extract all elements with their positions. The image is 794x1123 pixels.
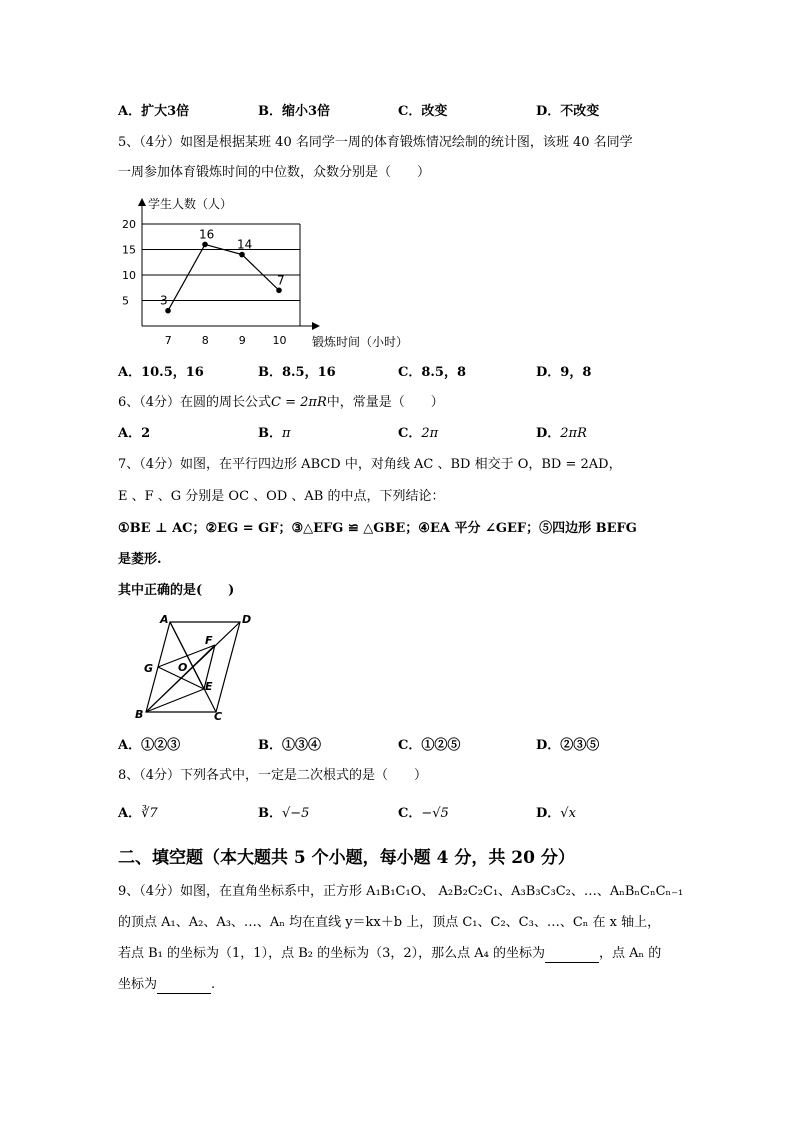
q7-statements-cont: 是菱形. <box>118 552 162 567</box>
q6-option-b <box>258 425 291 443</box>
segment-be <box>146 689 204 712</box>
q6-option-b-value: π <box>282 426 291 441</box>
q8-option-d <box>536 805 576 823</box>
x-tick-label-10: 10 <box>272 334 287 347</box>
q7-option-a: A．①②③ <box>118 738 181 753</box>
q8-option-b-letter: B． <box>258 806 282 821</box>
q7-question: 其中正确的是( ) <box>118 583 235 598</box>
x-tick-label-8: 8 <box>201 334 209 347</box>
q9-answer-blank-an[interactable] <box>157 979 211 994</box>
label-c: C <box>214 710 223 722</box>
segment-ea <box>170 622 204 689</box>
q6-option-c-letter: C． <box>398 426 422 441</box>
q7-parallelogram-figure <box>130 610 260 722</box>
q9-stem-line4 <box>118 976 215 994</box>
data-label-10: 7 <box>277 273 285 288</box>
data-label-9: 14 <box>237 237 253 252</box>
q6-option-c-value: 2π <box>421 426 439 441</box>
q6-option-b-letter: B． <box>258 426 282 441</box>
q6-option-a: A．2 <box>118 426 151 441</box>
q8-option-c-value: −√5 <box>421 806 449 821</box>
q6-formula: C = 2πR <box>271 395 327 410</box>
label-o: O <box>178 661 188 674</box>
q7-option-b: B．①③④ <box>258 738 321 753</box>
label-b: B <box>135 708 144 721</box>
y-axis-arrow <box>138 198 146 206</box>
q8-option-c <box>398 805 449 823</box>
q8-option-b <box>258 805 309 823</box>
q9-answer-blank-a4[interactable] <box>545 948 599 963</box>
q9-line3-text: 若点 B₁ 的坐标为（1，1），点 B₂ 的坐标为（3，2），那么点 A₄ 的坐标为 <box>118 946 546 961</box>
q8-option-a-value: ∛7 <box>141 806 158 821</box>
q9-stem-line2: 的顶点 A₁、A₂、A₃、…、Aₙ 均在直线 y＝kx＋b 上，顶点 C₁、C₂、C₃、…、Cₙ 在 x 轴上， <box>118 915 661 930</box>
y-tick-label-5: 5 <box>122 294 129 308</box>
q8-option-d-value: √x <box>560 806 576 821</box>
x-tick-label-9: 9 <box>238 334 246 347</box>
q9-line3-end: ，点 Aₙ 的 <box>599 946 662 961</box>
q6-option-d-value: 2πR <box>560 426 587 441</box>
q7-statements: ①BE ⊥ AC；②EG = GF；③△EFG ≌ △GBE；④EA 平分 ∠GEF；⑤四边形 BEFG <box>118 521 637 536</box>
q6-option-d <box>536 425 587 443</box>
q6-suffix: 中，常量是（ ） <box>326 395 444 410</box>
q4-option-c: C．改变 <box>398 104 448 119</box>
q9-line4-end: . <box>211 977 216 992</box>
label-f: F <box>205 634 213 647</box>
q9-stem-line1: 9、（4分）如图，在直角坐标系中，正方形 A₁B₁C₁O、 A₂B₂C₂C₁、A₃B₃C₃C₂、…、AₙBₙCₙCₙ₋₁ <box>118 884 684 899</box>
section-title-fill-in: 二、填空题（本大题共 5 个小题，每小题 4 分，共 20 分） <box>118 848 575 868</box>
data-point-7 <box>165 308 171 314</box>
segment-bf <box>146 645 215 712</box>
y-tick-label-10: 10 <box>122 269 136 282</box>
q8-option-d-letter: D． <box>536 806 561 821</box>
q8-option-a <box>118 805 158 823</box>
q5-option-c: C．8.5，8 <box>398 365 467 380</box>
q8-option-a-letter: A． <box>118 806 142 821</box>
q5-option-d: D．9，8 <box>536 365 592 380</box>
q5-stem-line1: 5、（4分）如图是根据某班 40 名同学一周的体育锻炼情况绘制的统计图，该班 40 名同学 <box>118 135 633 150</box>
q6-prefix: 6、（4分）在圆的周长公式 <box>118 395 272 410</box>
q5-option-a: A．10.5，16 <box>118 365 204 380</box>
q8-stem: 8、（4分）下列各式中，一定是二次根式的是（ ） <box>118 768 428 783</box>
y-tick-label-15: 15 <box>122 243 136 257</box>
label-g: G <box>144 662 154 675</box>
q9-line4-text: 坐标为 <box>118 977 158 992</box>
y-tick-label-20: 20 <box>122 218 136 231</box>
label-a: A <box>160 613 169 626</box>
q5-stem-line2: 一周参加体育锻炼时间的中位数，众数分别是（ ） <box>118 165 431 180</box>
q5-line-chart <box>112 192 412 352</box>
data-point-10 <box>276 288 282 294</box>
q7-stem-line1: 7、（4分）如图，在平行四边形 ABCD 中，对角线 AC 、BD 相交于 O，BD = 2AD， <box>118 457 622 472</box>
x-axis-title: 锻炼时间（小时） <box>312 335 409 349</box>
label-d: D <box>242 613 252 626</box>
q4-option-b: B．缩小3倍 <box>258 104 331 119</box>
q6-stem <box>118 394 444 412</box>
q7-stem-line2: E 、F 、G 分别是 OC 、OD 、AB 的中点，下列结论： <box>118 489 445 504</box>
y-axis-title: 学生人数（人） <box>148 197 233 211</box>
q4-option-a: A．扩大3倍 <box>118 104 190 119</box>
q6-option-d-letter: D． <box>536 426 561 441</box>
data-label-8: 16 <box>199 227 215 242</box>
q8-option-c-letter: C． <box>398 806 422 821</box>
q6-option-c <box>398 425 438 443</box>
data-label-7: 3 <box>160 293 168 308</box>
x-tick-label-7: 7 <box>164 334 172 347</box>
data-point-9 <box>239 252 245 258</box>
q9-stem-line3 <box>118 945 661 963</box>
q5-option-b: B．8.5，16 <box>258 365 336 380</box>
data-point-8 <box>202 242 208 248</box>
x-axis-arrow <box>312 322 320 330</box>
q7-option-d: D．②③⑤ <box>536 738 600 753</box>
q4-option-d: D．不改变 <box>536 104 600 119</box>
q7-option-c: C．①②⑤ <box>398 738 461 753</box>
label-e: E <box>205 680 213 693</box>
q8-option-b-value: √−5 <box>282 806 310 821</box>
